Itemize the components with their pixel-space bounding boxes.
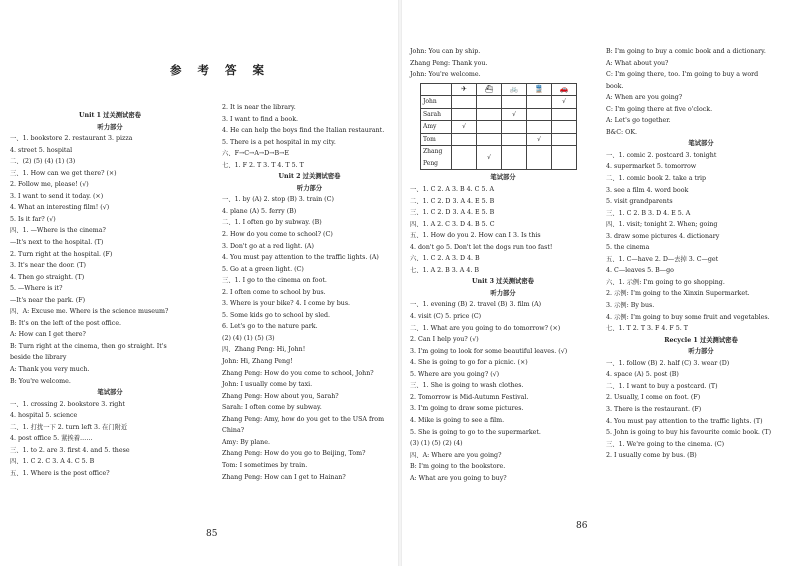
answer-column-3: [410, 46, 596, 484]
answer-line: 3. see a film 4. word book: [606, 186, 689, 194]
answer-line: 3. 示例: By bus.: [606, 302, 655, 310]
answer-line: 4. What an interesting film! (√): [10, 204, 110, 212]
check-cell: [527, 108, 552, 121]
answer-line: Zhang Peng: How about you, Sarah?: [222, 392, 339, 400]
answer-line: 一、1. bookstore 2. restaurant 3. pizza: [10, 135, 133, 143]
answer-line: B: It's on the left of the post office.: [10, 319, 122, 327]
answer-line: Zhang Peng: Amy, how do you get to the USA from: [222, 415, 385, 423]
transport-icon: ✈: [452, 83, 477, 96]
answer-line: 4. He can help the boys find the Italian restaurant.: [222, 127, 385, 135]
answer-line: C: I'm going there at five o'clock.: [606, 105, 713, 113]
answer-line: 3. I'm going to look for some beautiful leaves. (√): [410, 347, 568, 355]
answer-line: Zhang Peng: How can I get to Hainan?: [222, 473, 346, 481]
right-page: [400, 0, 800, 566]
answer-line: 四、Zhang Peng: Hi, John!: [222, 346, 306, 354]
answer-line: 3. I want to send it today. (×): [10, 192, 104, 200]
check-cell: √: [502, 108, 527, 121]
answer-line: 六、1. C 2. A 3. D 4. B: [410, 255, 480, 263]
answer-line: 4. Mike is going to see a film.: [410, 416, 505, 424]
answer-line: 3. I'm going to draw some pictures.: [410, 405, 524, 413]
check-cell: √: [477, 146, 502, 170]
answer-line: 四、1. —Where is the cinema?: [10, 227, 106, 235]
answer-line: 四、A: Where are you going?: [410, 451, 502, 459]
answer-line: 一、1. crossing 2. bookstore 3. right: [10, 400, 125, 408]
answer-line: A: What about you?: [606, 59, 669, 67]
answer-line: —It's near the park. (F): [10, 296, 86, 304]
section-heading: 笔试部分: [490, 174, 516, 182]
section-heading: Unit 3 过关测试密卷: [472, 278, 534, 286]
check-cell: √: [452, 121, 477, 134]
answer-line: beside the library: [10, 354, 67, 362]
answer-line: 4. visit (C) 5. price (C): [410, 313, 482, 321]
answer-line: 4. She is going to go for a picnic. (×): [410, 359, 528, 367]
answer-line: 2. Turn right at the hospital. (F): [10, 250, 113, 258]
answer-line: 三、1. C 2. B 3. D 4. E 5. A: [606, 209, 691, 217]
answer-line: 二、1. What are you going to do tomorrow? (×): [410, 324, 561, 332]
answer-line: 五、1. C—have 2. D—去掉 3. C—get: [606, 255, 719, 263]
answer-line: 3. draw some pictures 4. dictionary: [606, 232, 720, 240]
transport-icon: ⛴: [477, 83, 502, 96]
check-cell: [552, 146, 577, 170]
section-heading: Unit 2 过关测试密卷: [278, 173, 341, 181]
check-cell: [552, 108, 577, 121]
answer-line: 2. Tomorrow is Mid-Autumn Festival.: [410, 393, 529, 401]
check-cell: √: [552, 96, 577, 109]
section-heading: 听力部分: [688, 348, 714, 356]
table-row: [421, 108, 577, 121]
answer-line: A: When are you going?: [606, 94, 683, 102]
answer-line: 五、1. Where is the post office?: [10, 469, 110, 477]
answer-line: John: You're welcome.: [410, 71, 481, 79]
answer-line: 4. You must pay attention to the traffic lights. (A): [222, 254, 379, 262]
check-cell: [502, 133, 527, 146]
answer-line: 5. the cinema: [606, 244, 650, 252]
answer-line: John: You can by ship.: [410, 48, 481, 55]
page-number-left: 85: [206, 529, 218, 539]
check-cell: [552, 121, 577, 134]
check-cell: [502, 121, 527, 134]
answer-column-1: [10, 110, 210, 480]
answer-line: 2. Can I help you? (√): [410, 336, 479, 344]
answer-line: John: I usually come by taxi.: [222, 381, 313, 389]
answer-line: 3. I want to find a book.: [222, 115, 299, 123]
transport-icon: 🚆: [527, 83, 552, 96]
answer-line: Zhang Peng: Thank you.: [410, 59, 488, 67]
answer-line: 2. Usually, I come on foot. (F): [606, 394, 701, 402]
answer-line: 一、1. by (A) 2. stop (B) 3. train (C): [222, 196, 334, 204]
answer-line: 4. space (A) 5. post (B): [606, 371, 679, 379]
answer-line: 六、1. 示例: I'm going to go shopping.: [606, 278, 725, 286]
answer-line: 二、1. 打扰一下 2. turn left 3. 在门附近: [10, 423, 128, 431]
answer-line: 4. You must pay attention to the traffic lights. (T): [606, 417, 763, 425]
answer-line: 一、1. C 2. A 3. B 4. C 5. A: [410, 186, 495, 194]
row-name: Sarah: [421, 108, 452, 121]
answer-line: 5. Where are you going? (√): [410, 370, 500, 378]
check-cell: [452, 146, 477, 170]
answer-line: A: How can I get there?: [10, 331, 86, 339]
answer-line: Zhang Peng: How do you come to school, John?: [222, 369, 374, 377]
answer-line: C: I'm going there, too. I'm going to buy a word: [606, 71, 759, 79]
answer-line: 五、1. How do you 2. How can I 3. Is this: [410, 232, 541, 240]
check-cell: [502, 146, 527, 170]
check-cell: [477, 108, 502, 121]
answer-line: 七、1. T 2. T 3. F 4. F 5. T: [606, 325, 688, 333]
table-row: [421, 96, 577, 109]
transport-icon: 🚗: [552, 83, 577, 96]
answer-line: B: You're welcome.: [10, 377, 71, 385]
answer-line: 5. —Where is it?: [10, 285, 63, 293]
answer-line: 4. plane (A) 5. ferry (B): [222, 207, 297, 215]
answer-line: book.: [606, 82, 624, 90]
answer-line: 3. Where is your bike? 4. I come by bus.: [222, 300, 351, 308]
answer-line: 2. I usually come by bus. (B): [606, 452, 697, 460]
table-row: [421, 121, 577, 134]
answer-line: 4. post office 5. 紧挨着……: [10, 435, 93, 443]
answer-line: B&C: OK.: [606, 128, 638, 136]
check-cell: [452, 133, 477, 146]
page-title: 参 考 答 案: [169, 63, 270, 77]
answer-line: 四、A: Excuse me. Where is the science museum?: [10, 308, 169, 316]
check-cell: [452, 108, 477, 121]
answer-line: 3. There is the restaurant. (F): [606, 405, 702, 413]
answer-line: Sarah: I often come by subway.: [222, 404, 322, 412]
answer-line: B: Turn right at the cinema, then go straight. It's: [10, 342, 167, 350]
answer-line: 2. I often come to school by bus.: [222, 288, 326, 296]
table-row: [421, 133, 577, 146]
answer-line: 2. It is near the library.: [222, 104, 296, 111]
answer-line: A: What are you going to buy?: [410, 474, 507, 482]
table-corner: [421, 83, 452, 96]
answer-line: A: Thank you very much.: [10, 366, 90, 374]
answer-line: John: Hi, Zhang Peng!: [222, 358, 293, 366]
check-cell: [477, 121, 502, 134]
answer-line: 3. Don't go at a red light. (A): [222, 242, 314, 250]
answer-line: 七、1. A 2. B 3. A 4. B: [410, 266, 479, 274]
answer-line: (2) (4) (1) (5) (3): [222, 334, 275, 342]
answer-line: 4. hospital 5. science: [10, 412, 78, 420]
answer-line: China?: [222, 427, 245, 435]
answer-line: 5. Is it far? (√): [10, 215, 56, 223]
answer-line: 4. Then go straight. (T): [10, 273, 85, 281]
section-heading: 听力部分: [97, 123, 123, 131]
answer-line: 三、1. How can we get there? (×): [10, 169, 117, 177]
answer-line: 二、1. I often go by subway. (B): [222, 219, 322, 227]
answer-line: 七、1. F 2. T 3. T 4. T 5. T: [222, 161, 304, 169]
answer-line: 二、1. I want to buy a postcard. (T): [606, 382, 718, 390]
answer-line: 四、1. visit; tonight 2. When; going: [606, 221, 718, 229]
check-cell: [527, 96, 552, 109]
row-name: Tom: [421, 133, 452, 146]
section-heading: Unit 1 过关测试密卷: [79, 112, 141, 119]
row-name: Zhang Peng: [421, 146, 452, 170]
answer-line: 5. John is going to buy his favourite comic book. (T): [606, 429, 772, 437]
row-name: John: [421, 96, 452, 109]
answer-line: Amy: By plane.: [222, 438, 270, 446]
answer-line: 4. don't go 5. Don't let the dogs run too fast!: [410, 243, 553, 251]
answer-line: 5. She is going to go to the supermarket.: [410, 428, 541, 436]
answer-line: 2. 示例: I'm going to the Xinxin Supermarket.: [606, 290, 750, 298]
answer-line: 三、1. to 2. are 3. first 4. and 5. these: [10, 446, 130, 454]
answer-column-2: [222, 102, 397, 483]
answer-line: —It's next to the hospital. (T): [10, 239, 104, 247]
answer-line: 6. Let's go to the nature park.: [222, 323, 318, 331]
answer-line: 一、1. comic 2. postcard 3. tonight: [606, 151, 717, 159]
answer-line: 4. supermarket 5. tomorrow: [606, 163, 697, 171]
row-name: Amy: [421, 121, 452, 134]
section-heading: 笔试部分: [688, 140, 714, 148]
transport-table: [420, 83, 577, 171]
answer-line: Zhang Peng: How do you go to Beijing, Tom?: [222, 450, 366, 458]
check-cell: [552, 133, 577, 146]
answer-line: 一、1. follow (B) 2. half (C) 3. wear (D): [606, 359, 730, 367]
section-heading: 听力部分: [296, 184, 323, 192]
answer-line: 三、1. C 2. D 3. A 4. E 5. B: [410, 209, 495, 217]
answer-line: 三、1. We're going to the cinema. (C): [606, 440, 725, 448]
answer-line: 二、1. C 2. D 3. A 4. E 5. B: [410, 197, 495, 205]
answer-line: 二、1. comic book 2. take a trip: [606, 175, 707, 183]
answer-line: 六、F→C→A→D→B→E: [222, 150, 289, 158]
section-heading: 听力部分: [490, 289, 516, 297]
answer-line: 3. It's near the door. (T): [10, 262, 86, 270]
answer-line: 4. street 5. hospital: [10, 146, 73, 154]
check-cell: [452, 96, 477, 109]
check-cell: [502, 96, 527, 109]
answer-line: 5. There is a pet hospital in my city.: [222, 138, 336, 146]
page-number-right: 86: [576, 521, 588, 531]
check-cell: [477, 96, 502, 109]
table-row: [421, 146, 577, 170]
answer-line: 5. Some kids go to school by sled.: [222, 311, 331, 319]
section-heading: Recycle 1 过关测试密卷: [664, 336, 738, 344]
answer-line: 4. 示例: I'm going to buy some fruit and vegetables.: [606, 313, 770, 321]
check-cell: [527, 146, 552, 170]
answer-line: 四、1. C 2. C 3. A 4. C 5. B: [10, 458, 95, 466]
check-cell: √: [527, 133, 552, 146]
answer-line: 5. Go at a green light. (C): [222, 265, 304, 273]
answer-line: B: I'm going to the bookstore.: [410, 463, 506, 471]
transport-icon: 🚲: [502, 83, 527, 96]
answer-line: 四、1. A 2. C 3. D 4. B 5. C: [410, 220, 495, 228]
answer-line: 5. visit grandparents: [606, 198, 673, 206]
answer-line: 三、1. I go to the cinema on foot.: [222, 277, 327, 285]
section-heading: 笔试部分: [97, 389, 123, 397]
answer-line: Tom: I sometimes by train.: [222, 461, 308, 469]
answer-line: 2. Follow me, please! (√): [10, 181, 89, 189]
answer-line: (3) (1) (5) (2) (4): [410, 440, 463, 448]
answer-column-4: [606, 46, 796, 462]
answer-line: 二、(2) (5) (4) (1) (3): [10, 158, 76, 166]
answer-line: 一、1. evening (B) 2. travel (B) 3. film (A): [410, 301, 542, 309]
answer-line: A: Let's go together.: [606, 117, 671, 125]
answer-line: 2. How do you come to school? (C): [222, 231, 333, 239]
answer-line: 4. C—leaves 5. B—go: [606, 267, 674, 275]
check-cell: [477, 133, 502, 146]
answer-line: 三、1. She is going to wash clothes.: [410, 382, 524, 390]
check-cell: [527, 121, 552, 134]
answer-line: B: I'm going to buy a comic book and a dictionary.: [606, 48, 766, 55]
